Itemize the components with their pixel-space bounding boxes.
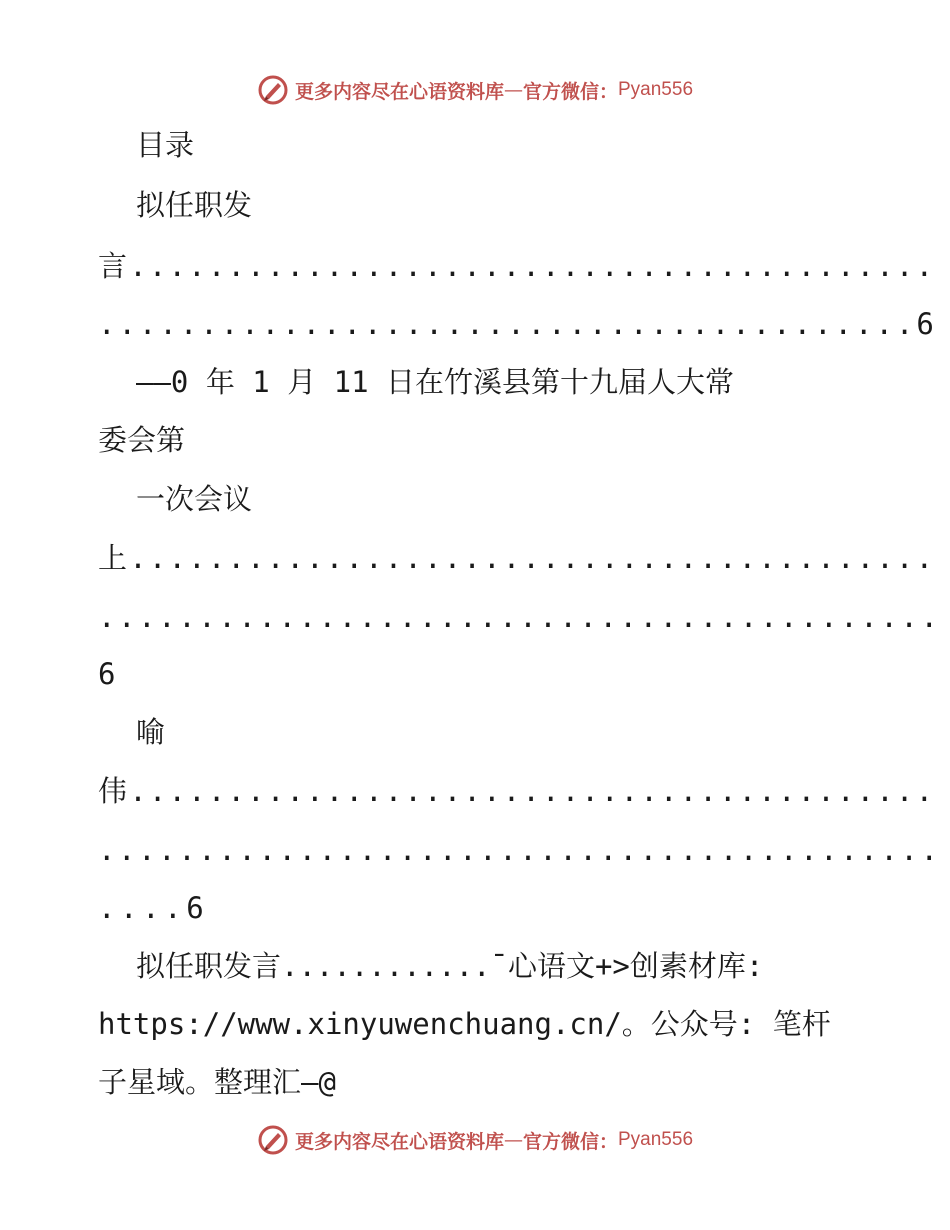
toc-entry-2-page: 6 xyxy=(98,657,116,691)
toc-entry-3-title: 喻 xyxy=(136,715,166,749)
toc-entry-3-leader-2: .......................................... xyxy=(98,833,941,867)
toc-entry-2-title-3: 一次会议 xyxy=(136,482,253,516)
body-paragraph-line-3: 子星域。整理汇—@ xyxy=(98,1065,336,1099)
toc-entry-3-leader-3: ....6 xyxy=(98,891,209,925)
toc-entry-3-leader-1: 伟......................................... xyxy=(98,774,936,808)
banner-wechat-label: 官方微信： xyxy=(522,80,618,103)
header-banner xyxy=(0,70,950,110)
footer-banner xyxy=(0,1120,950,1160)
banner-text: 更多内容尽在心语资料库 xyxy=(294,1130,504,1153)
toc-entry-1-leader-2: ........................................6 xyxy=(98,307,937,341)
body-paragraph-line-2: https://www.xinyuwenchuang.cn/。公众号: 笔杆 xyxy=(98,1007,831,1041)
banner-wechat-id: Pyan556 xyxy=(618,1129,694,1150)
banner-text: 更多内容尽在心语资料库 xyxy=(294,80,504,103)
toc-entry-2-title-2: 委会第 xyxy=(98,423,186,457)
banner-separator: — xyxy=(503,1129,523,1151)
pen-logo-icon xyxy=(257,74,289,106)
toc-entry-1-title: 拟任职发 xyxy=(136,188,253,222)
toc-entry-1-leader-1: 言......................................... xyxy=(98,249,936,283)
banner-separator: — xyxy=(503,79,523,101)
toc-entry-2-leader-2: .......................................... xyxy=(98,600,941,634)
toc-entry-2-title: ——0 年 1 月 11 日在竹溪县第十九届人大常 xyxy=(136,365,735,399)
body-paragraph-line-1: 拟任职发言............¯心语文+>创素材库: xyxy=(136,949,764,983)
banner-wechat-label: 官方微信： xyxy=(522,1130,618,1153)
toc-entry-2-leader-1: 上......................................... xyxy=(98,541,936,575)
pen-logo-icon xyxy=(257,1124,289,1156)
toc-heading: 目录 xyxy=(136,128,195,162)
banner-wechat-id: Pyan556 xyxy=(618,79,694,100)
